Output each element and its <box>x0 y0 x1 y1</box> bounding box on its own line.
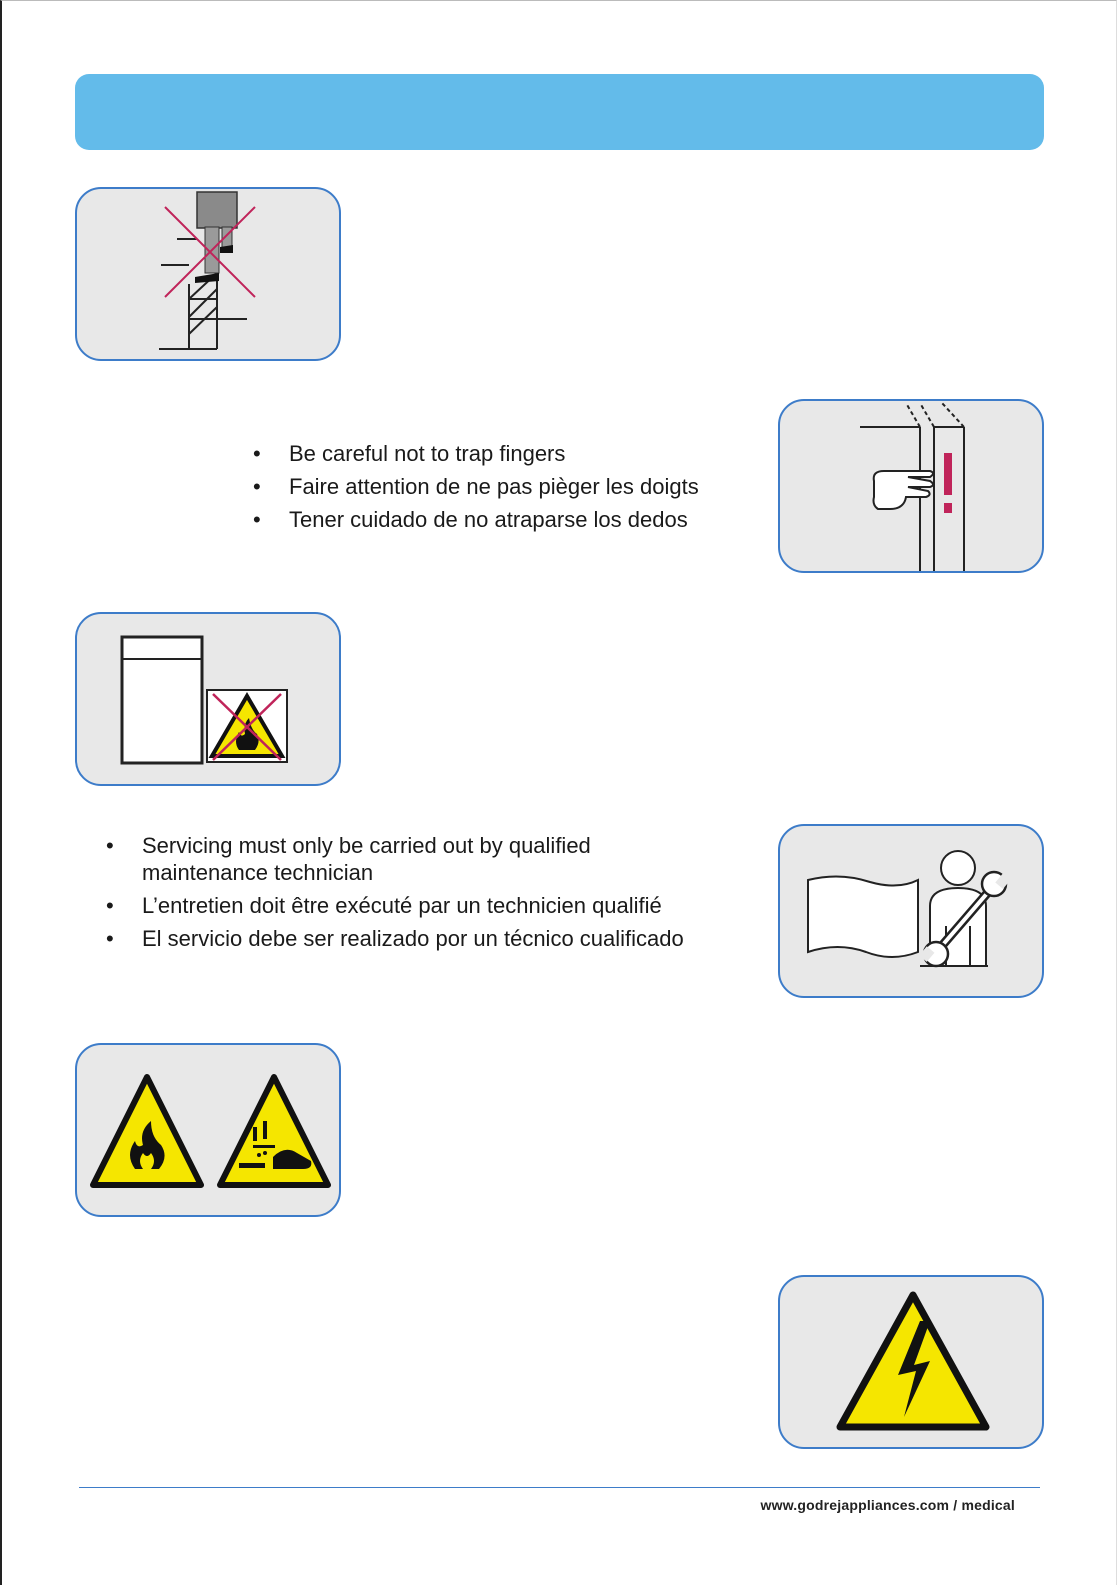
servicing-warning-list <box>106 832 756 952</box>
header-bar <box>75 74 1044 150</box>
list-item: • Be careful not to trap fingers <box>253 437 699 470</box>
no-stepping-on-shelves-icon <box>77 189 341 361</box>
no-flammables-panel <box>75 612 341 786</box>
trapped-fingers-panel <box>778 399 1044 573</box>
trapped-fingers-warning-icon <box>780 401 1044 573</box>
electric-shock-warning-icon <box>780 1277 1044 1449</box>
list-item: • Tener cuidado de no atraparse los dedos <box>253 503 699 536</box>
footer-url: www.godrejappliances.com / medical <box>760 1497 1015 1513</box>
technician-service-icon <box>780 826 1044 998</box>
list-item: • El servicio debe ser realizado por un técnico cualificado <box>106 925 756 952</box>
flammable-and-corrosive-warning-icon <box>77 1045 341 1217</box>
footer-rule <box>79 1487 1040 1488</box>
list-item: • Faire attention de ne pas pièger les doigts <box>253 470 699 503</box>
technician-service-panel <box>778 824 1044 998</box>
no-stepping-on-shelves-panel <box>75 187 341 361</box>
electric-shock-panel <box>778 1275 1044 1449</box>
list-item: • L’entretien doit être exécuté par un technicien qualifié <box>106 892 756 919</box>
no-flammables-near-unit-icon <box>77 614 341 786</box>
flammable-corrosive-panel <box>75 1043 341 1217</box>
list-item: • Servicing must only be carried out by qualified maintenance technician <box>106 832 682 886</box>
fingers-warning-list <box>253 437 699 536</box>
